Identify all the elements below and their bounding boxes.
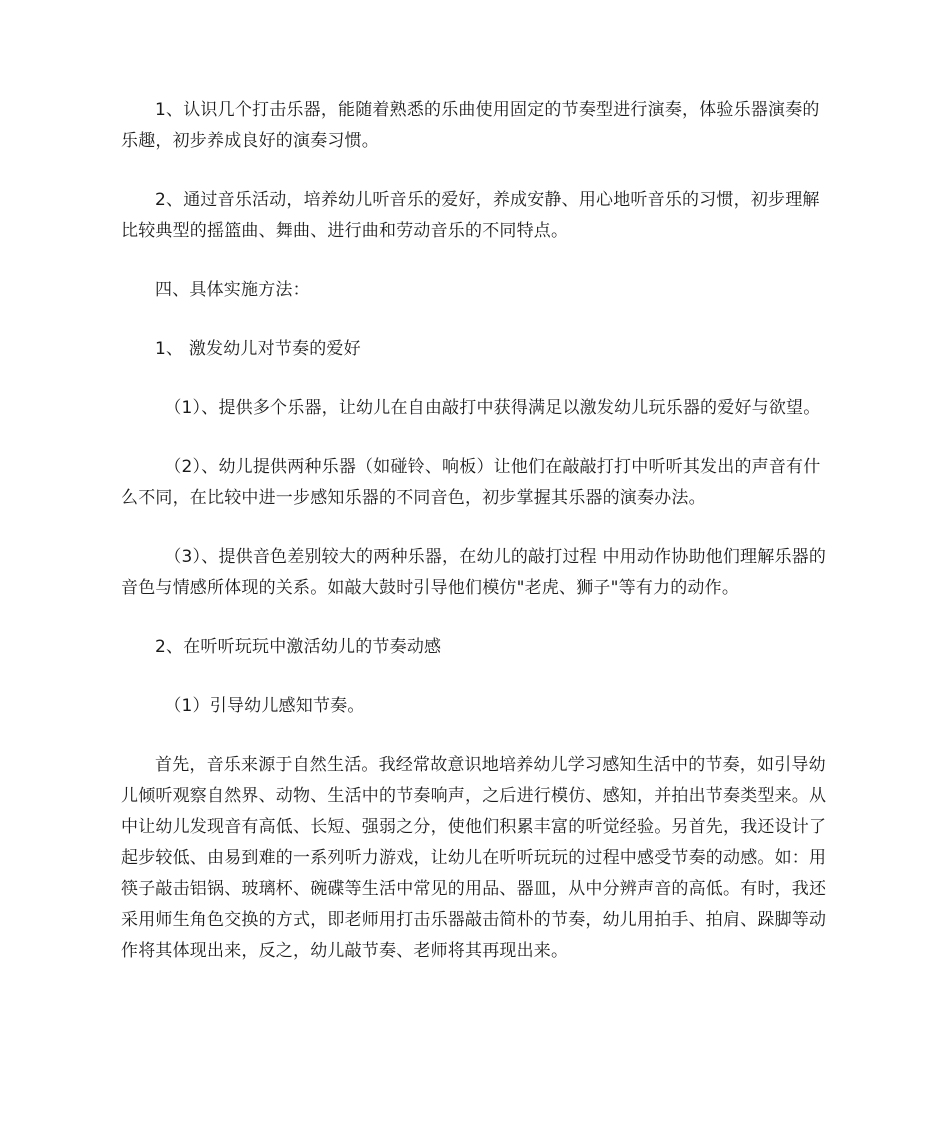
method-item-2: （2）、幼儿提供两种乐器（如碰铃、响板）让他们在敲敲打打中听听其发出的声音有什么不同，在比较中进一步感知乐器的不同音色，初步掌握其乐器的演奏办法。 — [121, 457, 821, 508]
section-heading-methods: 四、具体实施方法： — [155, 280, 310, 300]
body-paragraph-perceive-rhythm: 首先，音乐来源于自然生活。我经常故意识地培养幼儿学习感知生活中的节奏，如引导幼儿倾听观察自然界、动物、生活中的节奏响声，之后进行模仿、感知，并拍出节奏类型来。从中让幼儿发现音有高低、长短、强弱之分，使他们积累丰富的听觉经验。另首先，我还设计了起步较低、由易到难的一系列听力游戏，让幼儿在听听玩玩的过程中感受节奏的动感。如：用筷子敲击铝锅、玻璃杯、碗碟等生活中常见的用品、器皿，从中分辨声音的高低。有时，我还采用师生角色交换的方式，即老师用打击乐器敲击简朴的节奏，幼儿用拍手、拍肩、跺脚等动作将其体现出来，反之，幼儿敲节奏、老师将其再现出来。 — [121, 755, 827, 961]
rhythm-item-1: （1）引导幼儿感知节奏。 — [164, 696, 365, 716]
goal-paragraph-2: 2、通过音乐活动，培养幼儿听音乐的爱好，养成安静、用心地听音乐的习惯，初步理解比较典型的摇篮曲、舞曲、进行曲和劳动音乐的不同特点。 — [121, 190, 820, 241]
document-body — [121, 95, 831, 995]
subheading-stimulate-interest: 1、 激发幼儿对节奏的爱好 — [155, 339, 361, 359]
goal-paragraph-1: 1、认识几个打击乐器，能随着熟悉的乐曲使用固定的节奏型进行演奏，体验乐器演奏的乐趣，初步养成良好的演奏习惯。 — [121, 100, 820, 151]
method-item-1: （1）、提供多个乐器，让幼儿在自由敲打中获得满足以激发幼儿玩乐器的爱好与欲望。 — [164, 398, 821, 418]
subheading-rhythm-sense: 2、在听听玩玩中激活幼儿的节奏动感 — [155, 637, 442, 657]
method-item-3: （3）、提供音色差别较大的两种乐器，在幼儿的敲打过程 中用动作协助他们理解乐器的音色与情感所体现的关系。如敲大鼓时引导他们模仿"老虎、狮子"等有力的动作。 — [121, 547, 827, 598]
